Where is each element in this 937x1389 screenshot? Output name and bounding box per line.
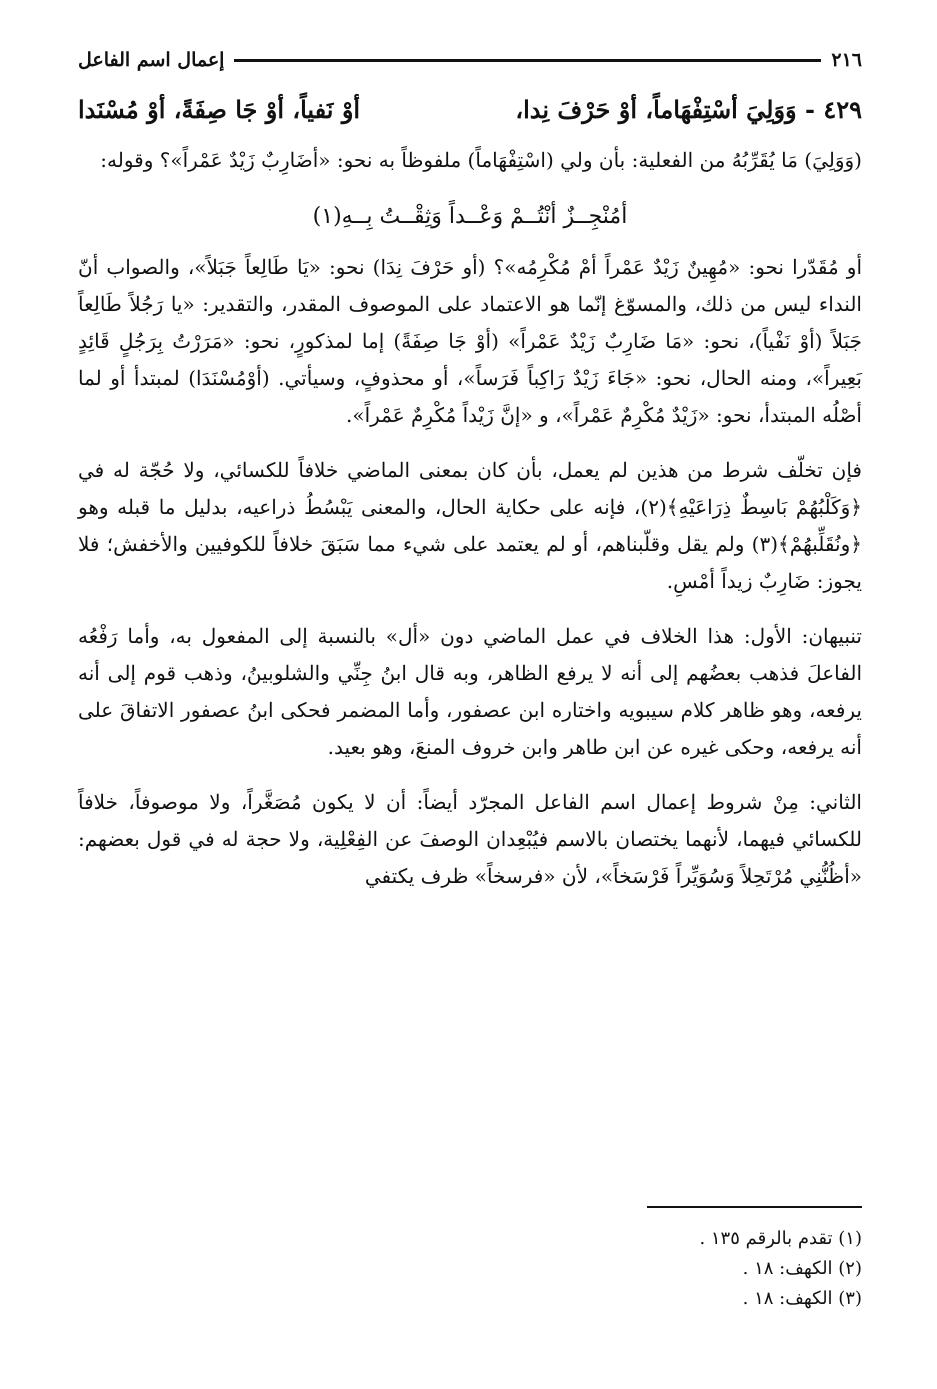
header-rule <box>234 59 821 62</box>
running-header <box>78 40 862 80</box>
poem-line: أمُنْجِــزٌ أنْتُــمْ وَعْــداً وَثِقْــتُ بِــهِ(١) <box>312 204 628 229</box>
footnote-item: (٣) الكهف: ١٨ . <box>742 1288 862 1309</box>
commentary-paragraph: (وَوَلِيَ) مَا يُقَرِّبُهُ من الفعلية: بأن ولي (اسْتِفْهَاماً) ملفوظاً به نحو: «أضَارِبٌ زَيْدٌ عَمْراً»؟ وقوله: <box>100 148 862 172</box>
commentary-paragraph: الثاني: مِنْ شروط إعمال اسم الفاعل المجرّد أيضاً: أن لا يكون مُصَغَّراً، ولا موصوفاً، خلافاً للكسائي فيهما، لأنهما يختصان بالاسم فيُبْعِدان الوصفَ عن الفِعْلِية، ولا حجة له في قول بعضهم: «أظُنُّنِي مُرْتَحِلاً وَسُوَيِّراً فَرْسَخاً»، لأن «فرسخاً» ظرف يكتفي <box>78 790 862 888</box>
footnotes <box>462 1224 862 1314</box>
commentary-paragraph: أو مُقَدّرا نحو: «مُهِينٌ زَيْدٌ عَمْراً أمْ مُكْرِمُه»؟ (أو حَرْفَ نِدَا) نحو: «يَا طَالِعاً جَبَلاً»، والصواب أنّ النداء ليس من ذلك، والمسوّغ إنّما هو الاعتماد على الموصوف المقدر، والتقدير: «يا رَجُلاً طَالِعاً جَبَلاً (أوْ نَفْياً)، نحو: «مَا ضَارِبٌ زَيْدٌ عَمْراً» (أوْ جَا صِفَةً) إما لمذكورٍ، نحو: «مَرَرْتُ بِرَجُلٍ قَائِدٍ بَعِيراً»، ومنه الحال، نحو: «جَاءَ زَيْدٌ رَاكِباً فَرَساً»، أو محذوفٍ، وسيأتي. (أوْمُسْنَدَا) لمبتدأ أو لما أصْلُه المبتدأ، نحو: «زَيْدٌ مُكْرِمٌ عَمْراً»، و «إنَّ زَيْداً مُكْرِمٌ عَمْراً». <box>78 255 862 427</box>
verse-second-hemistich: أوْ نَفياً، أوْ جَا صِفَةً، أوْ مُسْنَدا <box>78 95 361 124</box>
page-number: ٢١٦ <box>831 49 862 71</box>
verse-line <box>78 94 862 126</box>
commentary-paragraph: فإن تخلّف شرط من هذين لم يعمل، بأن كان بمعنى الماضي خلافاً للكسائي، ولا حُجّة له في ﴿وَكَلْبُهُمْ بَاسِطٌ ذِرَاعَيْهِ﴾(٢)، فإنه على حكاية الحال، والمعنى يَبْسُطُ ذراعيه، بدليل ما قبله وهو ﴿ونُقَلِّبهُمْ﴾(٣) ولم يقل وقلّبناهم، أو لم يعتمد على شيء مما سَبَقَ خلافاً للكوفيين والأخفش؛ فلا يجوز: ضَارِبٌ زيداً أمْسِ. <box>78 458 862 593</box>
commentary-paragraph: تنبيهان: الأول: هذا الخلاف في عمل الماضي دون «أل» بالنسبة إلى المفعول به، وأما رَفْعُه الفاعلَ فذهب بعضُهم إلى أنه لا يرفع الظاهر، وبه قال ابنُ جِنِّي والشلوبينُ، وذهب قوم إلى أنه يرفعه، وهو ظاهر كلام سيبويه واختاره ابن عصفور، وأما المضمر فحكى ابنُ عصفور الاتفاقَ على أنه يرفعه، وحكى غيره عن ابن طاهر وابن خروف المنعَ، وهو بعيد. <box>78 624 862 759</box>
chapter-title: إعمال اسم الفاعل <box>78 49 225 71</box>
verse-first-hemistich: ٤٢٩ - وَوَلِيَ أسْتِفْهَاماً، أوْ حَرْفَ نِدا، <box>515 95 862 124</box>
footnote-item: (٢) الكهف: ١٨ . <box>742 1258 862 1279</box>
footnote-item: (١) تقدم بالرقم ١٣٥ . <box>699 1228 862 1249</box>
footnote-rule <box>647 1206 862 1208</box>
